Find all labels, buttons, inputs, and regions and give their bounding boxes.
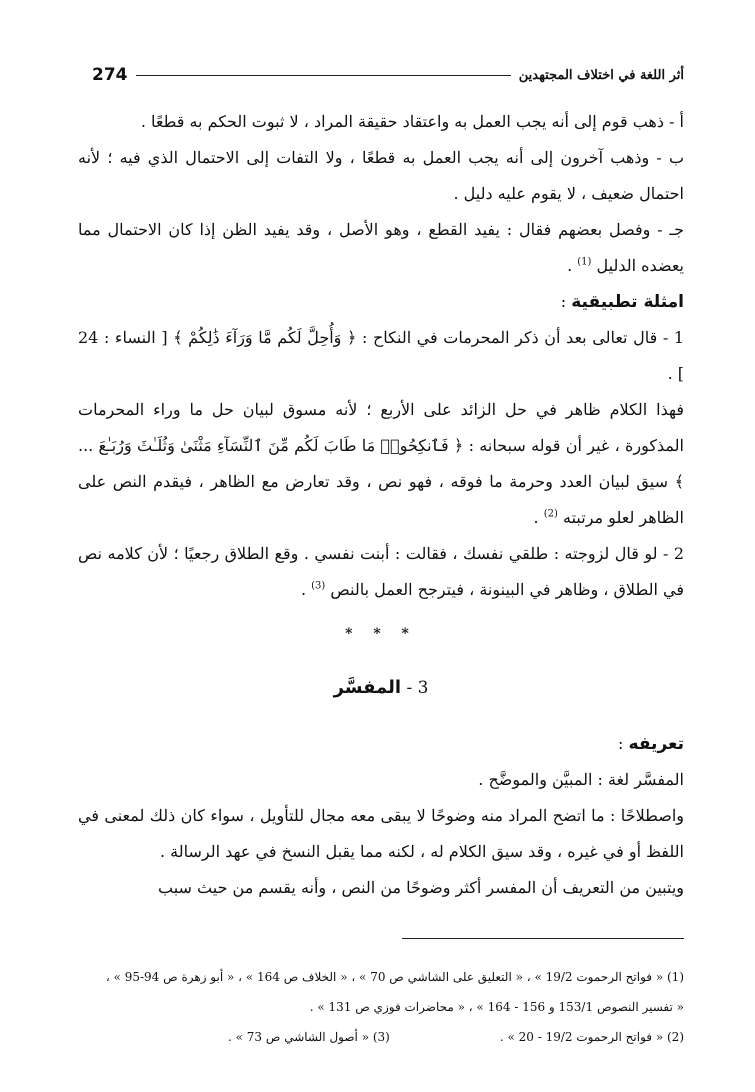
opinion-c-text: جـ - وفصل بعضهم فقال : يفيد القطع ، وهو الأصل ، وقد يفيد الظن إذا كان الاحتمال مما يعضده الدليل	[78, 220, 684, 275]
footnote-3: (3) « أصول الشاشي ص 73 » .	[228, 1030, 390, 1044]
definition-language: المفسَّر لغة : المبيَّن والموضَّح .	[478, 770, 684, 789]
paragraph-opinion-c: جـ - وفصل بعضهم فقال : يفيد القطع ، وهو الأصل ، وقد يفيد الظن إذا كان الاحتمال مما يعضده الدليل $^{(1)}$ .	[78, 220, 684, 275]
header-rule	[136, 75, 511, 76]
example-1-explanation-part-1: فهذا الكلام ظاهر في حل الزائد على الأربع ؛ لأنه مسوق لبيان حل ما وراء المحرمات المذكورة ، غير أن قوله سبحانه :	[78, 400, 684, 455]
section-title-text: المفسَّر	[333, 677, 402, 698]
example-1	[78, 320, 684, 392]
page-header	[92, 60, 684, 90]
section-divider: * * *	[345, 626, 417, 642]
example-1-explanation: فهذا الكلام ظاهر في حل الزائد على الأربع ؛ لأنه مسوق لبيان حل ما وراء المحرمات المذكورة ، غير أن قوله سبحانه : ﴿ فَٱنكِحُوا۟ مَا طَابَ لَكُم مِّنَ ٱلنِّسَآءِ مَثْنَىٰ وَثُلَـٰثَ وَرُبَـٰعَ ... ﴾ سيق لبيان العدد وحرمة ما فوقه ، فهو نص ، وقد تعارض مع الظاهر ، فيقدم النص على الظاهر لعلو مرتبته $^{(2)}$ .	[78, 400, 684, 527]
paragraph-opinion-a: أ - ذهب قوم إلى أنه يجب العمل به واعتقاد حقيقة المراد ، لا ثبوت الحكم به قطعًا .	[140, 112, 684, 131]
footnotes	[78, 962, 684, 1052]
main-text	[78, 104, 684, 906]
section-title	[78, 660, 684, 726]
footnote-1-line-1: (1) « فواتح الرحموت 19/2 » ، « التعليق على الشاشي ص 70 » ، « الخلاف ص 164 » ، « أبو زهرة ص 94-95 » ،	[105, 970, 684, 984]
definition-heading: تعريفه :	[618, 734, 684, 754]
footnote-row-2-3	[78, 1022, 684, 1052]
example-1-explanation-part-2: سيق لبيان العدد وحرمة ما فوقه ، فهو نص ، وقد تعارض مع الظاهر ، فيقدم النص على الظاهر لعلو مرتبته	[78, 472, 684, 527]
footnote-rule	[402, 938, 684, 939]
paragraph-opinion-b: ب - وذهب آخرون إلى أنه يجب العمل به قطعًا ، ولا التفات إلى الاحتمال الذي فيه ؛ لأنه احتمال ضعيف ، لا يقوم عليه دليل .	[78, 148, 684, 203]
verse-1-source: [ النساء : 24 ] .	[78, 328, 684, 383]
closing-line: ويتبين من التعريف أن المفسر أكثر وضوحًا من النص ، وأنه يقسم من حيث سبب	[158, 878, 684, 897]
quran-verse-1: ﴿ وَأُحِلَّ لَكُم مَّا وَرَآءَ ذَٰلِكُمْ ﴾	[173, 328, 357, 347]
footnote-2: (2) « فواتح الرحموت 19/2 - 20 » .	[499, 1030, 684, 1044]
quran-verse-2: ﴿ فَٱنكِحُوا۟ مَا طَابَ لَكُم مِّنَ ٱلنِّسَآءِ مَثْنَىٰ وَثُلَـٰثَ وَرُبَـٰعَ ... ﴾	[78, 436, 684, 491]
examples-heading: امثلة تطبيقية :	[560, 292, 684, 312]
running-title: أثر اللغة في اختلاف المجتهدين	[518, 67, 684, 83]
footnote-ref-1: (1)	[577, 256, 592, 268]
footnote-ref-3: (3)	[311, 580, 326, 592]
examples-heading-text: امثلة تطبيقية	[571, 292, 684, 312]
section-number: 3 -	[406, 678, 429, 698]
footnote-1-line-2: « تفسير النصوص 153/1 و 156 - 164 » ، « محاضرات فوزي ص 131 » .	[309, 1000, 684, 1014]
example-2-text: 2 - لو قال لزوجته : طلقي نفسك ، فقالت : أبنت نفسي . وقع الطلاق رجعيًا ؛ لأن كلامه نص في الطلاق ، وظاهر في البينونة ، فيترجح العمل بالنص	[78, 544, 684, 599]
example-2: 2 - لو قال لزوجته : طلقي نفسك ، فقالت : أبنت نفسي . وقع الطلاق رجعيًا ؛ لأن كلامه نص في الطلاق ، وظاهر في البينونة ، فيترجح العمل بالنص $^{(3)}$ .	[78, 544, 684, 599]
example-1-intro: 1 - قال تعالى بعد أن ذكر المحرمات في النكاح :	[361, 328, 684, 347]
page-number: 274	[92, 65, 128, 85]
definition-technical: واصطلاحًا : ما اتضح المراد منه وضوحًا لا يبقى معه مجال للتأويل ، سواء كان ذلك لمعنى في اللفظ أو في غيره ، وقد سيق الكلام له ، لكنه مما يقبل النسخ في عهد الرسالة .	[78, 806, 684, 861]
footnote-ref-2: (2)	[543, 508, 558, 520]
definition-heading-text: تعريفه	[628, 734, 684, 754]
